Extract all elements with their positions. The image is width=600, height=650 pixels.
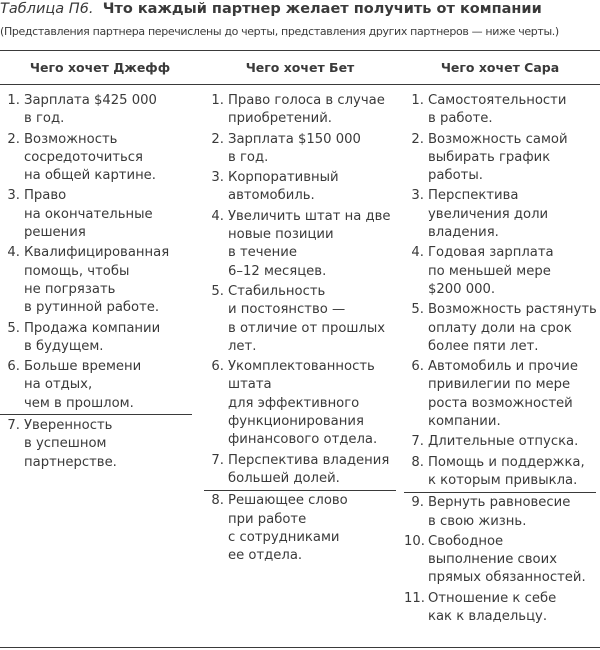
column-jeff xyxy=(0,92,196,474)
item-number: 6. xyxy=(7,359,20,375)
list-item xyxy=(204,169,400,206)
item-number: 5. xyxy=(7,320,20,336)
list-item xyxy=(204,131,400,168)
item-number: 10. xyxy=(404,533,425,549)
table-subtitle: (Представления партнера перечислены до черты, представления других партнеров — ниже черты.) xyxy=(0,25,559,38)
item-number: 7. xyxy=(7,418,20,434)
item-number: 8. xyxy=(211,493,224,509)
column-header-jeff: Чего хочет Джефф xyxy=(29,60,171,75)
column-header-bet: Чего хочет Бет xyxy=(245,60,355,75)
partner-divider-jeff xyxy=(0,414,192,415)
list-item xyxy=(204,208,400,281)
list-item xyxy=(204,358,400,449)
item-number: 9. xyxy=(411,495,424,511)
item-number: 4. xyxy=(7,245,20,261)
item-text: Помощь и поддержка, к которым привыкла. xyxy=(428,454,585,488)
list-item xyxy=(0,92,196,129)
item-number: 7. xyxy=(411,434,424,450)
header-rule xyxy=(0,84,600,85)
item-text: Автомобиль и прочие привилегии по мере роста возможностей компании. xyxy=(428,359,578,430)
partner-divider-sara xyxy=(404,492,596,493)
item-text: Возможность самой выбирать график работы. xyxy=(428,131,568,184)
list-item xyxy=(404,244,600,299)
list-item xyxy=(204,283,400,356)
item-number: 6. xyxy=(211,359,224,375)
item-number: 3. xyxy=(7,188,20,204)
column-sara xyxy=(404,92,600,628)
item-text: Корпоративный автомобиль. xyxy=(228,170,339,204)
item-number: 2. xyxy=(211,131,224,147)
item-number: 6. xyxy=(411,359,424,375)
list-item xyxy=(404,187,600,242)
item-text: Самостоятельности в работе. xyxy=(428,93,567,127)
partner-divider-bet xyxy=(204,490,396,491)
list-item xyxy=(404,533,600,588)
list-item xyxy=(0,417,196,472)
item-number: 4. xyxy=(411,245,424,261)
list-item xyxy=(404,494,600,531)
item-number: 8. xyxy=(411,454,424,470)
item-number: 11. xyxy=(404,590,425,606)
item-text: Длительные отпуска. xyxy=(428,434,579,450)
item-text: Свободное выполнение своих прямых обязанностей. xyxy=(428,533,586,586)
item-text: Перспектива владения большей долей. xyxy=(228,452,390,486)
item-text: Возможность растянуть оплату доли на срок более пяти лет. xyxy=(428,302,597,354)
list-item xyxy=(204,452,400,489)
list-item xyxy=(0,244,196,317)
list-item xyxy=(0,358,196,413)
list-item xyxy=(404,358,600,431)
item-number: 7. xyxy=(211,452,224,468)
item-text: Вернуть равновесие в свою жизнь. xyxy=(428,495,571,529)
list-item xyxy=(404,454,600,491)
table-label: Таблица П6. xyxy=(0,1,94,17)
item-text: Отношение к себе как к владельцу. xyxy=(428,590,557,625)
list-item xyxy=(0,187,196,242)
item-number: 1. xyxy=(211,93,224,108)
list-item xyxy=(404,131,600,186)
item-text: Уверенность в успешном партнерстве. xyxy=(24,418,117,470)
item-text: Зарплата $150 000 в год. xyxy=(228,131,361,165)
item-number: 5. xyxy=(211,283,224,299)
item-text: Возможность сосредоточиться на общей картине. xyxy=(24,131,156,184)
item-text: Больше времени на отдых, чем в прошлом. xyxy=(24,359,142,411)
top-rule xyxy=(0,50,600,51)
bottom-rule xyxy=(0,647,600,648)
item-text: Квалифицированная помощь, чтобы не погрязать в рутинной работе. xyxy=(24,245,170,316)
item-number: 2. xyxy=(411,131,424,147)
list-item xyxy=(404,92,600,129)
list-item xyxy=(0,320,196,357)
item-text: Решающее слово при работе с сотрудниками ее отдела. xyxy=(228,493,348,564)
item-text: Стабильность и постоянство — в отличие от прошлых лет. xyxy=(228,283,386,354)
list-item xyxy=(204,492,400,565)
list-item xyxy=(404,590,600,627)
item-text: Укомплектованность штата для эффективного функционирования финансового отдела. xyxy=(228,359,378,448)
item-number: 2. xyxy=(7,131,20,147)
table-title: Что каждый партнер желает получить от компании xyxy=(102,1,542,17)
item-number: 1. xyxy=(7,93,20,108)
column-bet xyxy=(204,92,400,567)
item-text: Годовая зарплата по меньшей мере $200 000. xyxy=(428,245,554,297)
item-text: Перспектива увеличения доли владения. xyxy=(428,188,549,241)
column-header-sara: Чего хочет Сара xyxy=(440,60,560,75)
item-number: 5. xyxy=(411,302,424,318)
item-text: Увеличить штат на две новые позиции в течение 6–12 месяцев. xyxy=(228,208,391,279)
list-item xyxy=(0,131,196,186)
item-number: 3. xyxy=(211,170,224,186)
list-item xyxy=(404,301,600,356)
list-item xyxy=(404,433,600,451)
list-item xyxy=(204,92,400,129)
item-number: 4. xyxy=(211,208,224,224)
item-text: Зарплата $425 000 в год. xyxy=(24,93,157,127)
item-number: 3. xyxy=(411,188,424,204)
item-text: Продажа компании в будущем. xyxy=(24,320,161,354)
item-text: Право голоса в случае приобретений. xyxy=(228,93,385,127)
item-text: Право на окончательные решения xyxy=(24,188,153,241)
table-caption xyxy=(0,0,600,18)
item-number: 1. xyxy=(411,93,424,108)
